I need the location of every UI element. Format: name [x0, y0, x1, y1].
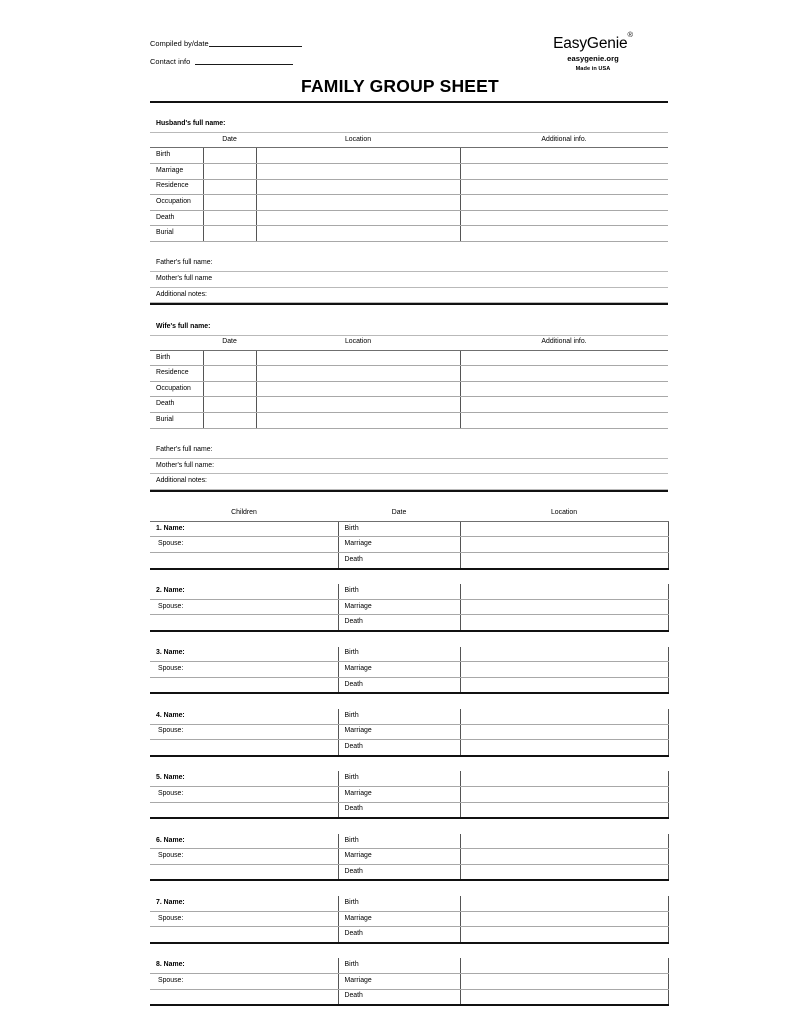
child-5-death-location-cell[interactable]	[460, 802, 668, 818]
child-7-death-label: Death	[338, 927, 460, 943]
registered-trademark-icon: ®	[627, 30, 633, 40]
child-1-birth-location-cell[interactable]	[460, 521, 668, 537]
husband-blank-header	[150, 133, 203, 148]
husband-occupation-location-cell[interactable]	[256, 195, 460, 211]
child-4-name-label: 4. Name:	[150, 709, 338, 724]
child-8-marriage-label: Marriage	[338, 974, 460, 990]
brand-website: easygenie.org	[567, 54, 619, 64]
husband-grid-bottom-rule	[150, 241, 668, 256]
husband-residence-date-cell[interactable]	[203, 179, 256, 195]
child-4-birth-label: Birth	[338, 709, 460, 724]
child-3-marriage-location-cell[interactable]	[460, 662, 668, 678]
child-7-marriage-label: Marriage	[338, 911, 460, 927]
husband-marriage-label: Marriage	[150, 163, 203, 179]
child-6-birth-label: Birth	[338, 834, 460, 849]
child-1-spouse-label: Spouse:	[150, 537, 338, 553]
child-8-separator	[150, 1005, 668, 1021]
child-1-death-label: Death	[338, 553, 460, 569]
wife-residence-date-cell[interactable]	[203, 366, 256, 382]
child-3-row-birth[interactable]	[150, 647, 668, 662]
husband-notes-row[interactable]	[150, 287, 668, 303]
child-5-marriage-label: Marriage	[338, 786, 460, 802]
wife-mother-row[interactable]	[150, 458, 668, 474]
child-3-birth-label: Birth	[338, 647, 460, 662]
husband-death-date-cell[interactable]	[203, 210, 256, 226]
husband-residence-info-cell[interactable]	[460, 179, 668, 195]
wife-additional-info-header: Additional info.	[460, 335, 668, 350]
child-3-death-location-cell[interactable]	[460, 677, 668, 693]
wife-birth-date-cell[interactable]	[203, 350, 256, 366]
husband-row-burial[interactable]	[150, 226, 668, 242]
child-6-separator	[150, 880, 668, 896]
husband-birth-date-cell[interactable]	[203, 148, 256, 164]
wife-father-row[interactable]	[150, 443, 668, 458]
children-date-header: Date	[338, 507, 460, 522]
child-1-row-marriage[interactable]	[150, 537, 668, 553]
child-2-death-location-cell[interactable]	[460, 615, 668, 631]
child-4-row-death[interactable]	[150, 740, 668, 756]
brand-name-text: EasyGenie	[553, 35, 628, 53]
husband-mother-label: Mother's full name	[156, 274, 213, 282]
brand-name	[518, 30, 668, 53]
children-location-header: Location	[460, 507, 668, 522]
child-5-extra-cell[interactable]	[150, 802, 338, 818]
compiled-by-block	[150, 38, 302, 74]
child-1-separator	[150, 569, 668, 585]
husband-occupation-date-cell[interactable]	[203, 195, 256, 211]
child-7-birth-location-cell[interactable]	[460, 896, 668, 911]
child-4-separator	[150, 756, 668, 772]
child-1-row-birth[interactable]	[150, 521, 668, 537]
husband-death-info-cell[interactable]	[460, 210, 668, 226]
child-3-spouse-label: Spouse:	[150, 662, 338, 678]
wife-top-rule	[150, 304, 668, 320]
wife-occupation-date-cell[interactable]	[203, 381, 256, 397]
child-6-row-birth[interactable]	[150, 834, 668, 849]
compiled-by-label: Compiled by/date	[150, 38, 209, 48]
child-3-extra-cell[interactable]	[150, 677, 338, 693]
child-7-birth-label: Birth	[338, 896, 460, 911]
child-5-row-death[interactable]	[150, 802, 668, 818]
husband-father-label: Father's full name:	[156, 259, 213, 267]
child-2-spouse-label: Spouse:	[150, 599, 338, 615]
child-8-spouse-label: Spouse:	[150, 974, 338, 990]
compiled-by-row	[150, 38, 302, 47]
child-4-marriage-label: Marriage	[338, 724, 460, 740]
child-7-row-marriage[interactable]	[150, 911, 668, 927]
child-5-row-birth[interactable]	[150, 771, 668, 786]
wife-death-info-cell[interactable]	[460, 397, 668, 413]
child-6-birth-location-cell[interactable]	[460, 834, 668, 849]
child-2-marriage-label: Marriage	[338, 599, 460, 615]
child-6-marriage-label: Marriage	[338, 849, 460, 865]
child-4-marriage-location-cell[interactable]	[460, 724, 668, 740]
child-2-birth-location-cell[interactable]	[460, 584, 668, 599]
husband-residence-label: Residence	[150, 179, 203, 195]
wife-row-death[interactable]	[150, 397, 668, 413]
child-8-death-label: Death	[338, 989, 460, 1005]
child-7-spouse-label: Spouse:	[150, 911, 338, 927]
husband-burial-info-cell[interactable]	[460, 226, 668, 242]
husband-birth-location-cell[interactable]	[256, 148, 460, 164]
child-1-marriage-location-cell[interactable]	[460, 537, 668, 553]
husband-birth-label: Birth	[150, 148, 203, 164]
child-4-row-birth[interactable]	[150, 709, 668, 724]
child-3-name-label: 3. Name:	[150, 647, 338, 662]
child-3-marriage-label: Marriage	[338, 662, 460, 678]
husband-row-marriage[interactable]	[150, 163, 668, 179]
husband-section	[150, 101, 668, 303]
husband-additional-info-header: Additional info.	[460, 133, 668, 148]
contact-info-label: Contact info	[150, 56, 191, 66]
wife-birth-location-cell[interactable]	[256, 350, 460, 366]
child-2-birth-label: Birth	[338, 584, 460, 599]
husband-row-death[interactable]	[150, 210, 668, 226]
wife-column-headers	[150, 335, 668, 350]
child-3-death-label: Death	[338, 677, 460, 693]
contact-info-write-line[interactable]	[195, 56, 293, 65]
child-6-spouse-label: Spouse:	[150, 849, 338, 865]
husband-row-residence[interactable]	[150, 179, 668, 195]
page-title: FAMILY GROUP SHEET	[301, 76, 499, 96]
child-1-death-location-cell[interactable]	[460, 553, 668, 569]
husband-column-headers	[150, 133, 668, 148]
wife-death-date-cell[interactable]	[203, 397, 256, 413]
easygenie-logo	[518, 30, 668, 72]
wife-section	[150, 303, 668, 490]
wife-death-location-cell[interactable]	[256, 397, 460, 413]
child-4-death-label: Death	[338, 740, 460, 756]
wife-occupation-label: Occupation	[150, 381, 203, 397]
wife-notes-row[interactable]	[150, 474, 668, 490]
child-1-row-death[interactable]	[150, 553, 668, 569]
child-5-spouse-label: Spouse:	[150, 786, 338, 802]
husband-name-label: Husband's full name:	[156, 120, 226, 128]
child-3-row-marriage[interactable]	[150, 662, 668, 678]
wife-notes-label: Additional notes:	[156, 477, 207, 485]
child-4-spouse-label: Spouse:	[150, 724, 338, 740]
husband-location-header: Location	[256, 133, 460, 148]
child-8-marriage-location-cell[interactable]	[460, 974, 668, 990]
wife-location-header: Location	[256, 335, 460, 350]
child-2-row-death[interactable]	[150, 615, 668, 631]
children-section	[150, 490, 669, 1021]
wife-grid-bottom-rule	[150, 428, 668, 443]
wife-birth-label: Birth	[150, 350, 203, 366]
child-5-birth-label: Birth	[338, 771, 460, 786]
husband-marriage-location-cell[interactable]	[256, 163, 460, 179]
child-6-marriage-location-cell[interactable]	[460, 849, 668, 865]
children-header: Children	[150, 507, 338, 522]
child-2-marriage-location-cell[interactable]	[460, 599, 668, 615]
child-1-extra-cell[interactable]	[150, 553, 338, 569]
child-4-birth-location-cell[interactable]	[460, 709, 668, 724]
child-7-extra-cell[interactable]	[150, 927, 338, 943]
child-8-birth-location-cell[interactable]	[460, 958, 668, 973]
husband-residence-location-cell[interactable]	[256, 179, 460, 195]
husband-occupation-label: Occupation	[150, 195, 203, 211]
child-5-birth-location-cell[interactable]	[460, 771, 668, 786]
husband-name-row[interactable]	[150, 118, 668, 133]
child-4-row-marriage[interactable]	[150, 724, 668, 740]
child-8-name-label: 8. Name:	[150, 958, 338, 973]
child-7-separator	[150, 943, 668, 959]
wife-row-birth[interactable]	[150, 350, 668, 366]
child-2-row-birth[interactable]	[150, 584, 668, 599]
child-3-separator	[150, 693, 668, 709]
child-5-name-label: 5. Name:	[150, 771, 338, 786]
child-8-row-death[interactable]	[150, 989, 668, 1005]
husband-marriage-date-cell[interactable]	[203, 163, 256, 179]
wife-burial-location-cell[interactable]	[256, 413, 460, 429]
husband-father-row[interactable]	[150, 257, 668, 272]
children-column-headers	[150, 507, 668, 522]
wife-residence-label: Residence	[150, 366, 203, 382]
compiled-by-write-line[interactable]	[209, 38, 302, 47]
child-6-extra-cell[interactable]	[150, 864, 338, 880]
wife-occupation-location-cell[interactable]	[256, 381, 460, 397]
child-1-name-label: 1. Name:	[150, 521, 338, 537]
husband-burial-label: Burial	[150, 226, 203, 242]
wife-burial-date-cell[interactable]	[203, 413, 256, 429]
child-2-separator	[150, 631, 668, 647]
wife-father-label: Father's full name:	[156, 446, 213, 454]
husband-burial-location-cell[interactable]	[256, 226, 460, 242]
wife-date-header: Date	[203, 335, 256, 350]
child-4-death-location-cell[interactable]	[460, 740, 668, 756]
wife-name-row[interactable]	[150, 320, 668, 335]
wife-death-label: Death	[150, 397, 203, 413]
wife-row-burial[interactable]	[150, 413, 668, 429]
husband-occupation-info-cell[interactable]	[460, 195, 668, 211]
child-7-row-death[interactable]	[150, 927, 668, 943]
child-2-name-label: 2. Name:	[150, 584, 338, 599]
husband-notes-label: Additional notes:	[156, 290, 207, 298]
brand-made-in: Made in USA	[575, 65, 611, 72]
child-3-birth-location-cell[interactable]	[460, 647, 668, 662]
child-6-name-label: 6. Name:	[150, 834, 338, 849]
child-8-row-birth[interactable]	[150, 958, 668, 973]
child-7-death-location-cell[interactable]	[460, 927, 668, 943]
contact-info-row	[150, 56, 302, 65]
husband-death-location-cell[interactable]	[256, 210, 460, 226]
child-2-row-marriage[interactable]	[150, 599, 668, 615]
husband-date-header: Date	[203, 133, 256, 148]
husband-death-label: Death	[150, 210, 203, 226]
husband-row-birth[interactable]	[150, 148, 668, 164]
child-6-death-location-cell[interactable]	[460, 864, 668, 880]
wife-residence-info-cell[interactable]	[460, 366, 668, 382]
child-1-birth-label: Birth	[338, 521, 460, 537]
child-2-extra-cell[interactable]	[150, 615, 338, 631]
child-6-death-label: Death	[338, 864, 460, 880]
wife-occupation-info-cell[interactable]	[460, 381, 668, 397]
husband-marriage-info-cell[interactable]	[460, 163, 668, 179]
child-7-name-label: 7. Name:	[150, 896, 338, 911]
child-8-extra-cell[interactable]	[150, 989, 338, 1005]
wife-row-occupation[interactable]	[150, 381, 668, 397]
husband-row-occupation[interactable]	[150, 195, 668, 211]
husband-mother-row[interactable]	[150, 272, 668, 288]
children-top-rule	[150, 491, 668, 507]
child-8-birth-label: Birth	[338, 958, 460, 973]
child-5-separator	[150, 818, 668, 834]
child-4-extra-cell[interactable]	[150, 740, 338, 756]
wife-birth-info-cell[interactable]	[460, 350, 668, 366]
form-body	[150, 101, 668, 1021]
wife-name-label: Wife's full name:	[156, 322, 211, 330]
wife-row-residence[interactable]	[150, 366, 668, 382]
child-8-row-marriage[interactable]	[150, 974, 668, 990]
child-7-marriage-location-cell[interactable]	[460, 911, 668, 927]
child-8-death-location-cell[interactable]	[460, 989, 668, 1005]
husband-top-rule	[150, 102, 668, 118]
child-6-row-marriage[interactable]	[150, 849, 668, 865]
child-7-row-birth[interactable]	[150, 896, 668, 911]
child-6-row-death[interactable]	[150, 864, 668, 880]
wife-burial-info-cell[interactable]	[460, 413, 668, 429]
child-3-row-death[interactable]	[150, 677, 668, 693]
husband-birth-info-cell[interactable]	[460, 148, 668, 164]
wife-residence-location-cell[interactable]	[256, 366, 460, 382]
wife-mother-label: Mother's full name:	[156, 461, 214, 469]
husband-burial-date-cell[interactable]	[203, 226, 256, 242]
wife-burial-label: Burial	[150, 413, 203, 429]
child-1-marriage-label: Marriage	[338, 537, 460, 553]
child-2-death-label: Death	[338, 615, 460, 631]
wife-blank-header	[150, 335, 203, 350]
child-5-death-label: Death	[338, 802, 460, 818]
